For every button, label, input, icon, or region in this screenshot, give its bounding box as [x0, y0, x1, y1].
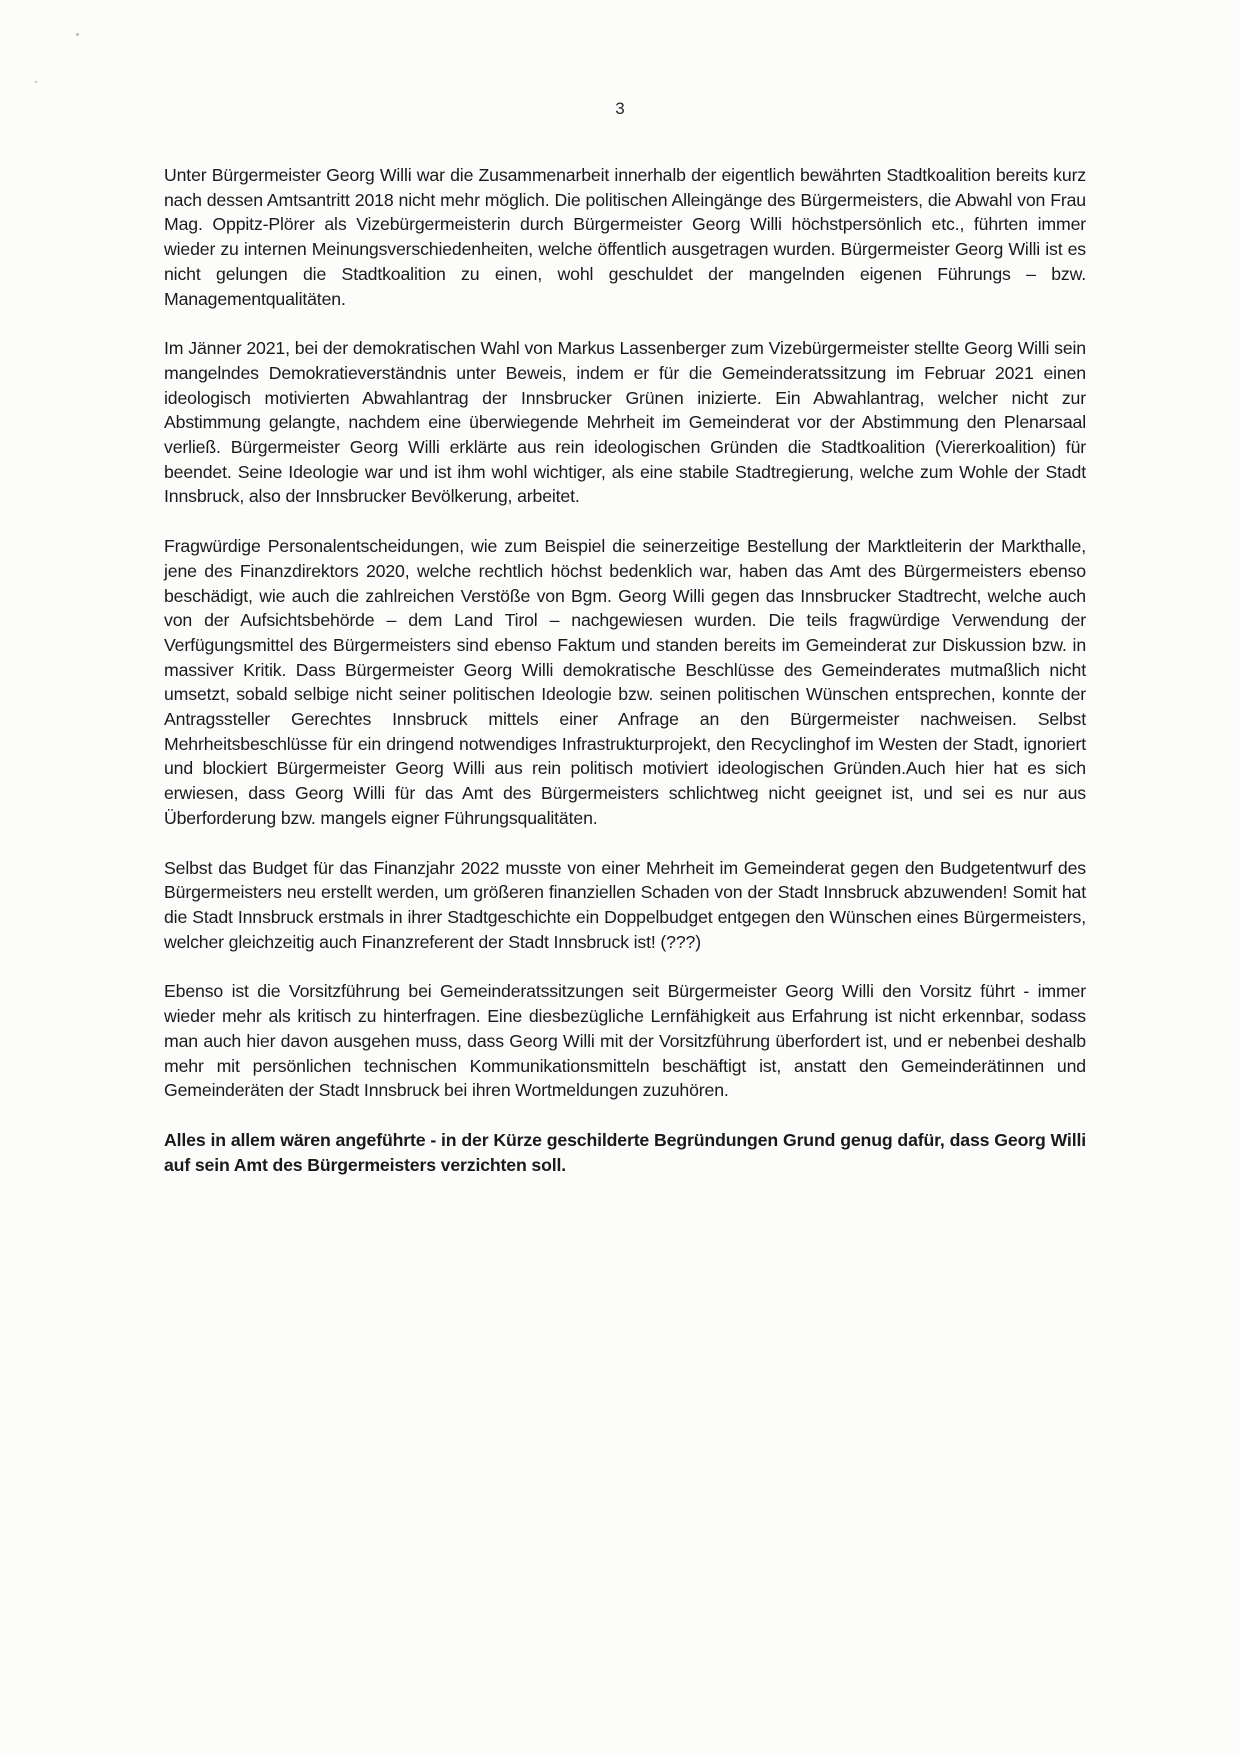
paragraph-chairmanship: Ebenso ist die Vorsitzführung bei Gemeinderatssitzungen seit Bürgermeister Georg Willi den Vorsitz führt - immer wieder mehr als kritisch zu hinterfragen. Eine diesbezügliche Lernfähigkeit aus Erfahrung ist nicht erkennbar, sodass man auch hier davon ausgehen muss, dass Georg Willi mit der Vorsitzführung überfordert ist, und er nebenbei deshalb mehr mit persönlichen technischen Kommunikationsmitteln beschäftigt ist, anstatt den Gemeinderätinnen und Gemeinderäten der Stadt Innsbruck bei ihren Wortmeldungen zuzuhören.: [164, 981, 1086, 1101]
paragraph-conclusion: Alles in allem wären angeführte - in der Kürze geschilderte Begründungen Grund genug dafür, dass Georg Willi auf sein Amt des Bürgermeisters verzichten soll.: [164, 1129, 1086, 1175]
scan-speck: [35, 81, 37, 83]
paragraph-budget: Selbst das Budget für das Finanzjahr 2022 musste von einer Mehrheit im Gemeinderat gegen den Budgetentwurf des Bürgermeisters neu erstellt werden, um größeren finanziellen Schaden von der Stadt Innsbruck abzuwenden! Somit hat die Stadt Innsbruck erstmals in ihrer Stadtgeschichte ein Doppelbudget entgegen den Wünschen eines Bürgermeisters, welcher gleichzeitig auch Finanzreferent der Stadt Innsbruck ist! (???): [164, 857, 1086, 952]
paragraph-personnel-decisions: Fragwürdige Personalentscheidungen, wie zum Beispiel die seinerzeitige Bestellung der Marktleiterin der Markthalle, jene des Finanzdirektors 2020, welche rechtlich höchst bedenklich war, haben das Amt des Bürgermeisters ebenso beschädigt, wie auch die zahlreichen Verstöße von Bgm. Georg Willi gegen das Innsbrucker Stadtrecht, welche auch von der Aufsichtsbehörde – dem Land Tirol – nachgewiesen wurden. Die teils fragwürdige Verwendung der Verfügungsmittel des Bürgermeisters sind ebenso Faktum und standen bereits im Gemeinderat zur Diskussion bzw. in massiver Kritik. Dass Bürgermeister Georg Willi demokratische Beschlüsse des Gemeinderates mutmaßlich nicht umsetzt, sobald selbige nicht seiner politischen Ideologie bzw. seinen politischen Wünschen entsprechen, konnte der Antragssteller Gerechtes Innsbruck mittels einer Anfrage an den Bürgermeister nachweisen. Selbst Mehrheitsbeschlüsse für ein dringend notwendiges Infrastrukturprojekt, den Recyclinghof im Westen der Stadt, ignoriert und blockiert Bürgermeister Georg Willi aus rein politisch motiviert ideologischen Gründen.Auch hier hat es sich erwiesen, dass Georg Willi für das Amt des Bürgermeisters schlichtweg nicht geeignet ist, und sei es nur aus Überforderung bzw. mangels eigner Führungsqualitäten.: [164, 536, 1086, 828]
paragraph-vice-mayor-election: Im Jänner 2021, bei der demokratischen Wahl von Markus Lassenberger zum Vizebürgermeister stellte Georg Willi sein mangelndes Demokratieverständnis unter Beweis, indem er für die Gemeinderatssitzung im Februar 2021 einen ideologisch motivierten Abwahlantrag der Innsbrucker Grünen inizierte. Ein Abwahlantrag, welcher nicht zur Abstimmung gelangte, nachdem eine überwiegende Mehrheit im Gemeinderat vor der Abstimmung den Plenarsaal verließ. Bürgermeister Georg Willi erklärte aus rein ideologischen Gründen die Stadtkoalition (Viererkoalition) für beendet. Seine Ideologie war und ist ihm wohl wichtiger, als eine stabile Stadtregierung, welche zum Wohle der Stadt Innsbruck, also der Innsbrucker Bevölkerung, arbeitet.: [164, 338, 1086, 507]
paragraph-coalition: Unter Bürgermeister Georg Willi war die Zusammenarbeit innerhalb der eigentlich bewährten Stadtkoalition bereits kurz nach dessen Amtsantritt 2018 nicht mehr möglich. Die politischen Alleingänge des Bürgermeisters, die Abwahl von Frau Mag. Oppitz-Plörer als Vizebürgermeisterin durch Bürgermeister Georg Willi höchstpersönlich etc., führten immer wieder zu internen Meinungsverschiedenheiten, welche öffentlich ausgetragen wurden. Bürgermeister Georg Willi ist es nicht gelungen die Stadtkoalition zu einen, wohl geschuldet der mangelnden eigenen Führungs – bzw. Managementqualitäten.: [164, 165, 1086, 309]
page-number: 3: [615, 99, 625, 118]
document-body: [164, 163, 1086, 1202]
scan-speck: [76, 33, 79, 36]
